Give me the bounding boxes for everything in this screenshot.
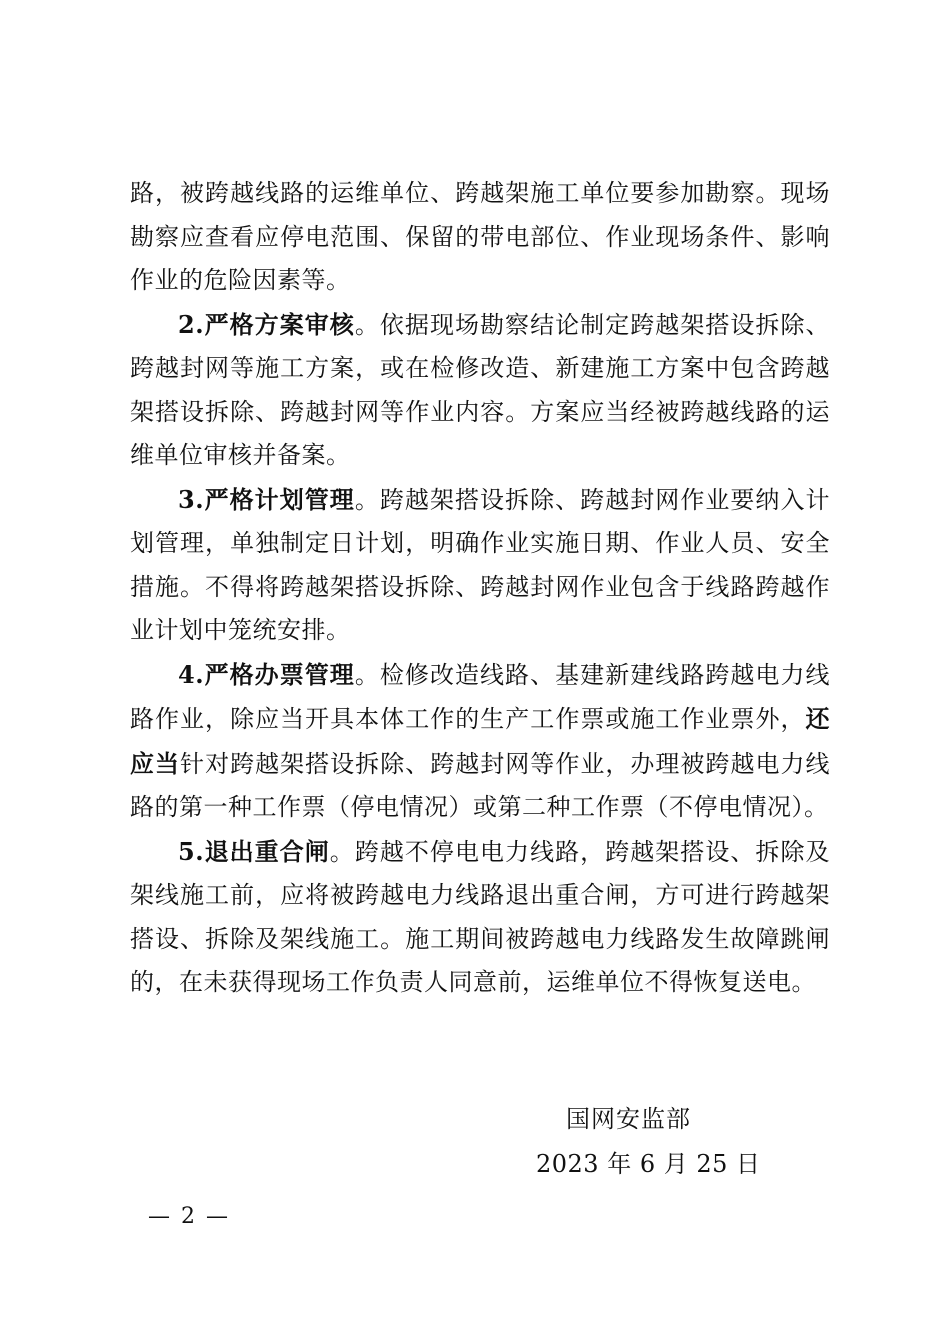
paragraph-text: 针对跨越架搭设拆除、跨越封网等作业，办理被跨越电力线路的第一种工作票（停电情况）或第二种工作票（不停电情况）。 [130, 749, 831, 821]
paragraph-2 [130, 303, 830, 478]
paragraph-text: 。跨越架搭设拆除、跨越封网作业要纳入计划管理，单独制定日计划，明确作业实施日期、作业人员、安全措施。不得将跨越架搭设拆除、跨越封网作业包含于线路跨越作业计划中笼统安排。 [130, 485, 831, 644]
paragraph-text: 。依据现场勘察结论制定跨越架搭设拆除、跨越封网等施工方案，或在检修改造、新建施工方案中包含跨越架搭设拆除、跨越封网等作业内容。方案应当经被跨越线路的运维单位审核并备案。 [130, 310, 831, 469]
paragraph-4 [130, 653, 830, 830]
signature-date: 2023 年 6 月 25 日 [536, 1150, 761, 1178]
paragraph-5 [130, 830, 830, 1005]
document-body [130, 172, 830, 1005]
paragraph-3 [130, 478, 830, 653]
paragraph-text: 路，被跨越线路的运维单位、跨越架施工单位要参加勘察。现场勘察应查看应停电范围、保留的带电部位、作业现场条件、影响作业的危险因素等。 [130, 179, 830, 294]
page-number: — 2 — [148, 1204, 230, 1229]
emphasis-text: 还应当 [130, 704, 830, 778]
paragraph-text: 。检修改造线路、基建新建线路跨越电力线路作业，除应当开具本体工作的生产工作票或施工作业票外， [130, 660, 831, 733]
signature-org: 国网安监部 [566, 1105, 691, 1133]
paragraph-1 [130, 172, 830, 303]
paragraph-heading: 3.严格计划管理 [178, 484, 355, 514]
paragraph-heading: 5.退出重合闸 [178, 836, 330, 866]
paragraph-text: 。跨越不停电电力线路，跨越架搭设、拆除及架线施工前，应将被跨越电力线路退出重合闸，方可进行跨越架搭设、拆除及架线施工。施工期间被跨越电力线路发生故障跳闸的，在未获得现场工作负责人同意前，运维单位不得恢复送电。 [130, 837, 830, 996]
paragraph-heading: 2.严格方案审核 [178, 309, 355, 339]
paragraph-heading: 4.严格办票管理 [178, 659, 355, 689]
